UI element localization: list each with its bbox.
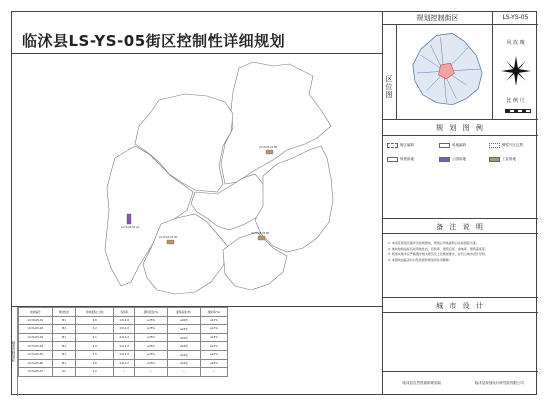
divider <box>383 119 538 120</box>
table-cell: 1.2 <box>76 368 114 377</box>
table-header-cell: 用地面积(公顷) <box>76 308 114 317</box>
table-cell: 0.8-1.2 <box>114 316 135 325</box>
table-cell: 0.8-1.2 <box>114 333 135 342</box>
control-index-table <box>18 307 228 377</box>
legend-swatch <box>489 143 500 148</box>
table-header-cell: 用地性质 <box>52 308 75 317</box>
location-map <box>397 25 493 119</box>
legend-swatch <box>387 157 398 162</box>
divider <box>383 233 538 234</box>
table-row <box>19 368 228 377</box>
table-cell: 0.8-1.2 <box>114 325 135 334</box>
legend-item <box>439 157 466 162</box>
table-cell: M1 <box>52 359 75 368</box>
divider <box>383 135 538 136</box>
table-header-cell: 地块编号 <box>19 308 53 317</box>
design-title: 城 市 设 计 <box>436 302 485 310</box>
table-cell: ≤24米 <box>167 325 200 334</box>
industrial-parcel-3 <box>258 236 265 240</box>
table-header-cell: 建筑密度(%) <box>135 308 168 317</box>
table-cell: ≤15% <box>200 350 227 359</box>
info-panel <box>382 11 537 395</box>
table-body <box>19 316 228 376</box>
legend-swatch <box>387 143 398 148</box>
table-cell: ≤24米 <box>167 359 200 368</box>
table-cell: LS-YS-05-06 <box>19 359 53 368</box>
table-cell: LS-YS-05-03 <box>19 333 53 342</box>
note-line: 3. 规划实施中应严格遵守相关规范及上位规划要求，并符合城市设计导则。 <box>388 252 488 256</box>
divider <box>383 312 538 313</box>
table-cell: LS-YS-05-05 <box>19 350 53 359</box>
legend-item <box>489 157 516 162</box>
table-cell: 0.8-1.2 <box>114 342 135 351</box>
table-cell: ≥35% <box>135 316 168 325</box>
table-row <box>19 342 228 351</box>
industrial-parcel-2 <box>167 240 174 244</box>
table-row <box>19 359 228 368</box>
table-cell: LS-YS-05-01 <box>19 316 53 325</box>
table-cell: M1 <box>52 333 75 342</box>
legend-label: 用地编码 <box>452 143 466 147</box>
control-index-table-area <box>11 306 382 395</box>
table-cell: — <box>200 368 227 377</box>
parcel-label-4: LS-YS-05-04 G1 <box>121 226 140 229</box>
table-row <box>19 350 228 359</box>
table-cell: ≥35% <box>135 350 168 359</box>
table-cell: 2.5 <box>76 350 114 359</box>
table-cell: 2.8 <box>76 316 114 325</box>
legend-swatch-industrial <box>489 157 500 162</box>
parcel-label-3: LS-YS-05-03 M1 <box>251 232 270 235</box>
table-cell: M1 <box>52 316 75 325</box>
design-unit-2: 临沭县规划设计研究院有限公司 <box>474 381 524 385</box>
park-parcel <box>127 214 131 224</box>
table-cell: ≤24米 <box>167 350 200 359</box>
table-cell: M1 <box>52 325 75 334</box>
table-cell: LS-YS-05-07 <box>19 368 53 377</box>
industrial-parcel-1 <box>266 150 273 154</box>
legend-label: 街区编码 <box>400 143 414 147</box>
legend-item <box>387 143 414 148</box>
legend-swatch <box>439 143 450 148</box>
legend-item <box>387 157 414 162</box>
parcel-label-1: LS-YS-05-01 M1 <box>259 146 278 149</box>
legend-label: 弹性片区边界 <box>502 143 523 147</box>
table-cell: — <box>135 368 168 377</box>
location-side-label: 区位图 <box>383 25 397 119</box>
table-row <box>19 333 228 342</box>
block-code: LS-YS-05 <box>493 11 538 25</box>
table-cell: ≤15% <box>200 359 227 368</box>
table-cell: ≤24米 <box>167 342 200 351</box>
table-cell: ≥35% <box>135 333 168 342</box>
scale-bar <box>505 109 531 113</box>
plan-title: 临沭县LS-YS-05街区控制性详细规划 <box>22 32 286 50</box>
parcel-label-2: LS-YS-05-02 M1 <box>159 236 178 239</box>
wind-rose-icon <box>501 56 531 86</box>
divider <box>383 218 538 219</box>
table-cell: M1 <box>52 350 75 359</box>
design-units <box>383 371 538 395</box>
table-cell: 4.1 <box>76 333 114 342</box>
table-cell: ≤15% <box>200 342 227 351</box>
table-cell: LS-YS-05-02 <box>19 325 53 334</box>
legend-title: 规 划 图 例 <box>436 124 485 132</box>
notes-block <box>388 241 534 263</box>
table-cell: ≤24米 <box>167 333 200 342</box>
main-planning-map <box>11 54 382 304</box>
notes-title: 备 注 说 明 <box>436 223 485 231</box>
legend-item <box>439 143 466 148</box>
table-cell: 1.9 <box>76 342 114 351</box>
note-line: 1. 本街区规划范围详见控规图则，规划总用地面积以实际测量为准。 <box>388 241 479 245</box>
table-cell: — <box>114 368 135 377</box>
table-cell: LS-YS-05-04 <box>19 342 53 351</box>
table-cell: — <box>167 368 200 377</box>
table-header-cell: 绿地率(%) <box>200 308 227 317</box>
legend-label: 规划用地 <box>400 157 414 161</box>
design-unit-1: 临沭县自然资源和规划局 <box>402 381 441 385</box>
scale-label: 比 例 尺 <box>506 98 525 104</box>
table-cell: 0.8-1.2 <box>114 350 135 359</box>
table-cell: 3.2 <box>76 325 114 334</box>
table-cell: 0.8-1.2 <box>114 359 135 368</box>
legend-item <box>489 143 523 148</box>
table-cell: 3.6 <box>76 359 114 368</box>
table-header-row <box>19 308 228 317</box>
wind-rose-label: 风 玫 瑰 <box>506 40 525 46</box>
legend-label: 公园用地 <box>452 157 466 161</box>
table-cell: ≤15% <box>200 325 227 334</box>
table-cell: ≤15% <box>200 333 227 342</box>
location-map-title: 规划控制街区 <box>383 11 493 25</box>
legend-label: 工业用地 <box>502 157 516 161</box>
table-row <box>19 325 228 334</box>
table-row <box>19 316 228 325</box>
divider <box>383 297 538 298</box>
table-header-cell: 建筑高度(米) <box>167 308 200 317</box>
table-header-cell: 容积率 <box>114 308 135 317</box>
table-cell: ≥35% <box>135 359 168 368</box>
legend-swatch-park <box>439 157 450 162</box>
note-line: 2. 地块控制指标包括用地性质、容积率、建筑密度、绿地率、建筑高度等。 <box>388 246 488 251</box>
table-cell: M1 <box>52 342 75 351</box>
table-cell: G1 <box>52 368 75 377</box>
table-cell: ≤24米 <box>167 316 200 325</box>
note-line: 4. 本图则由临沭县自然资源和规划局负责解释。 <box>388 257 452 262</box>
table-cell: ≥35% <box>135 325 168 334</box>
table-cell: ≤15% <box>200 316 227 325</box>
table-side-label: 地块控制指标 <box>11 307 18 396</box>
table-cell: ≥35% <box>135 342 168 351</box>
